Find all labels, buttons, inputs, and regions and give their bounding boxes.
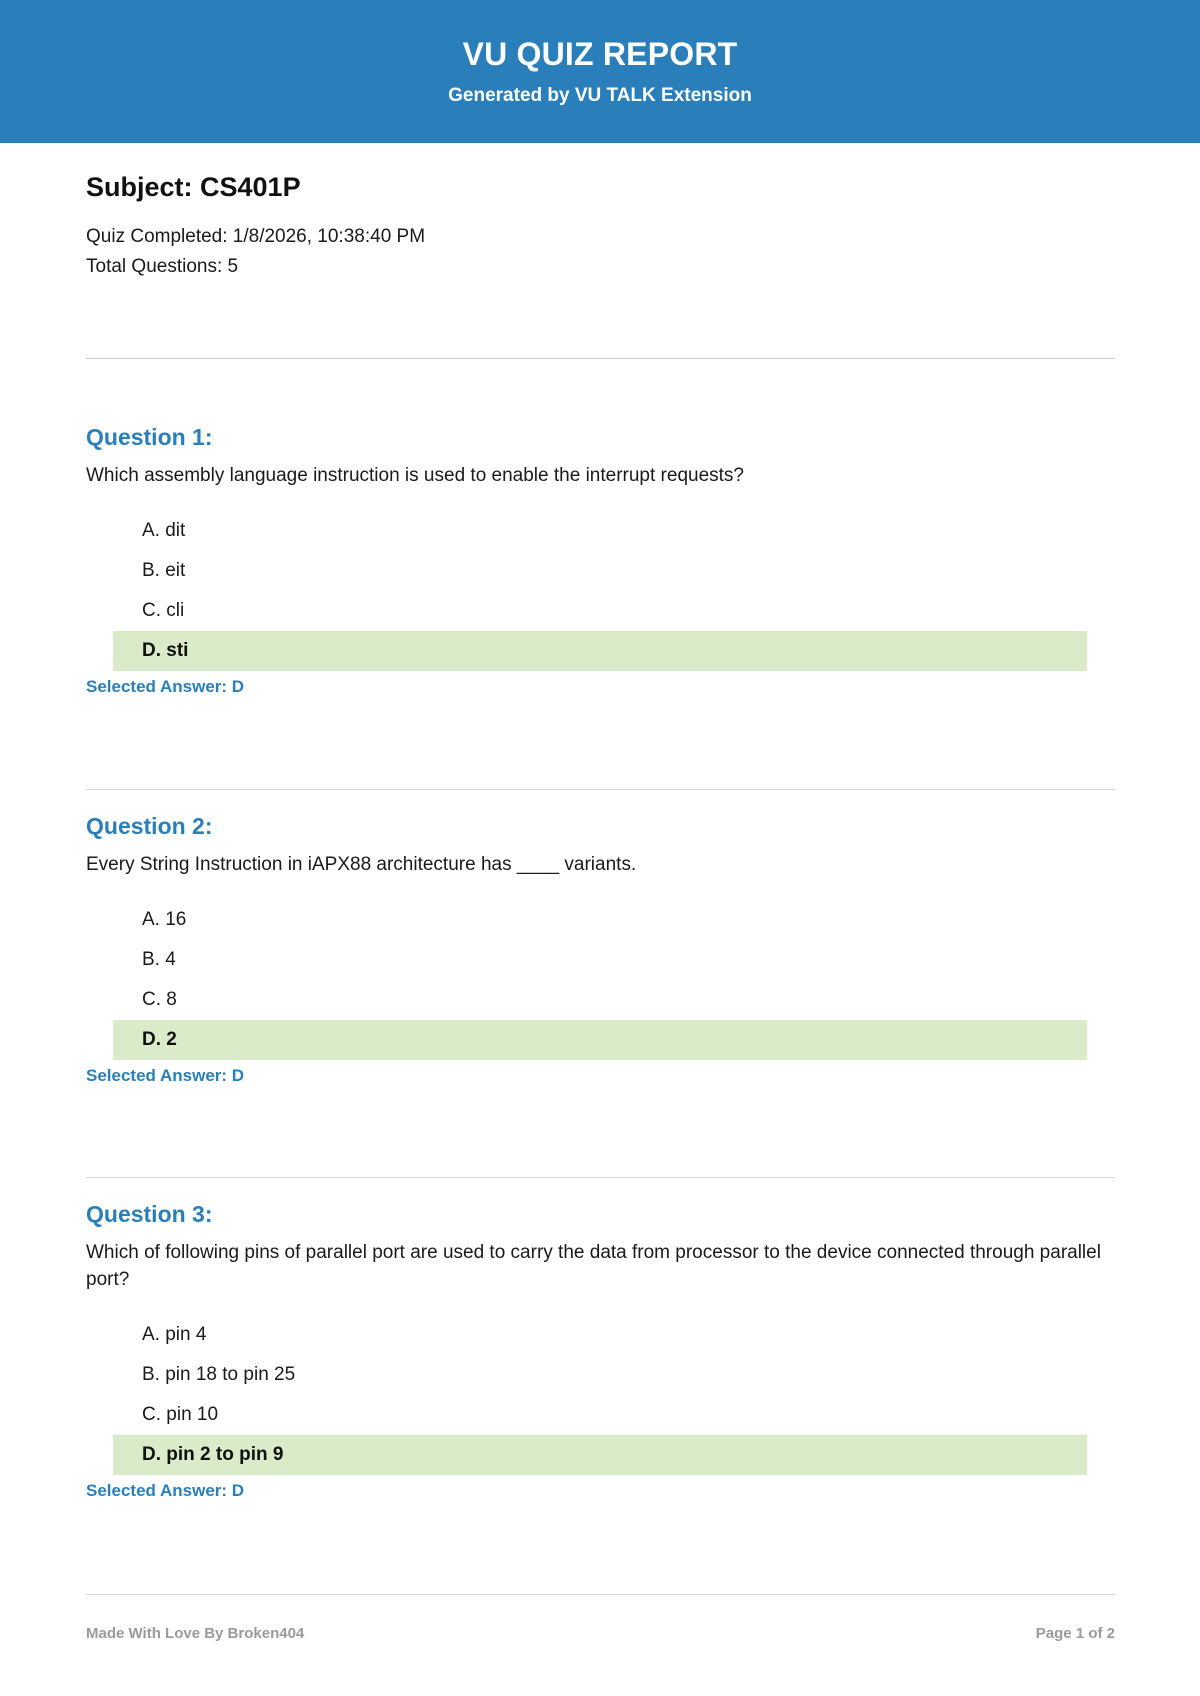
option-c: C. cli (142, 600, 185, 621)
footer-divider (86, 1594, 1115, 1595)
option-a: A. dit (142, 520, 186, 541)
question-block (86, 811, 1115, 1088)
option-d-selected: D. 2 (113, 1020, 1087, 1060)
report-header (0, 0, 1200, 143)
option-a: A. 16 (142, 909, 187, 930)
quiz-completed-date: Quiz Completed: 1/8/2026, 10:38:40 PM (86, 226, 426, 247)
option-a: A. pin 4 (142, 1324, 207, 1345)
question-block (86, 1199, 1115, 1503)
options-list (113, 1315, 1087, 1475)
question-title: Question 3: (86, 1201, 213, 1227)
selected-answer: Selected Answer: D (86, 1066, 245, 1085)
option-d-selected: D. pin 2 to pin 9 (113, 1435, 1087, 1475)
question-block (86, 422, 1115, 699)
options-list (113, 900, 1087, 1060)
option-c: C. pin 10 (142, 1404, 219, 1425)
question-text: Every String Instruction in iAPX88 architecture has ____ variants. (86, 854, 637, 875)
option-b: B. pin 18 to pin 25 (142, 1364, 296, 1385)
question-divider (86, 1177, 1115, 1178)
options-list (113, 511, 1087, 671)
selected-answer: Selected Answer: D (86, 1481, 245, 1500)
option-b: B. eit (142, 560, 186, 581)
report-subtitle: Generated by VU TALK Extension (448, 85, 752, 106)
subject-heading: Subject: CS401P (86, 172, 301, 202)
report-title: VU QUIZ REPORT (462, 36, 738, 72)
footer-credit: Made With Love By Broken404 (86, 1625, 305, 1642)
question-divider (86, 789, 1115, 790)
option-b: B. 4 (142, 949, 176, 970)
question-text: Which assembly language instruction is used to enable the interrupt requests? (86, 465, 744, 486)
total-questions: Total Questions: 5 (86, 256, 239, 277)
question-title: Question 2: (86, 813, 213, 839)
page-number: Page 1 of 2 (1035, 1625, 1115, 1642)
option-c: C. 8 (142, 989, 177, 1010)
option-d-selected: D. sti (113, 631, 1087, 671)
section-divider (86, 358, 1115, 359)
question-text: Which of following pins of parallel port are used to carry the data from processor to the device connected through parallel port? (86, 1242, 1101, 1290)
selected-answer: Selected Answer: D (86, 677, 245, 696)
question-title: Question 1: (86, 424, 213, 450)
